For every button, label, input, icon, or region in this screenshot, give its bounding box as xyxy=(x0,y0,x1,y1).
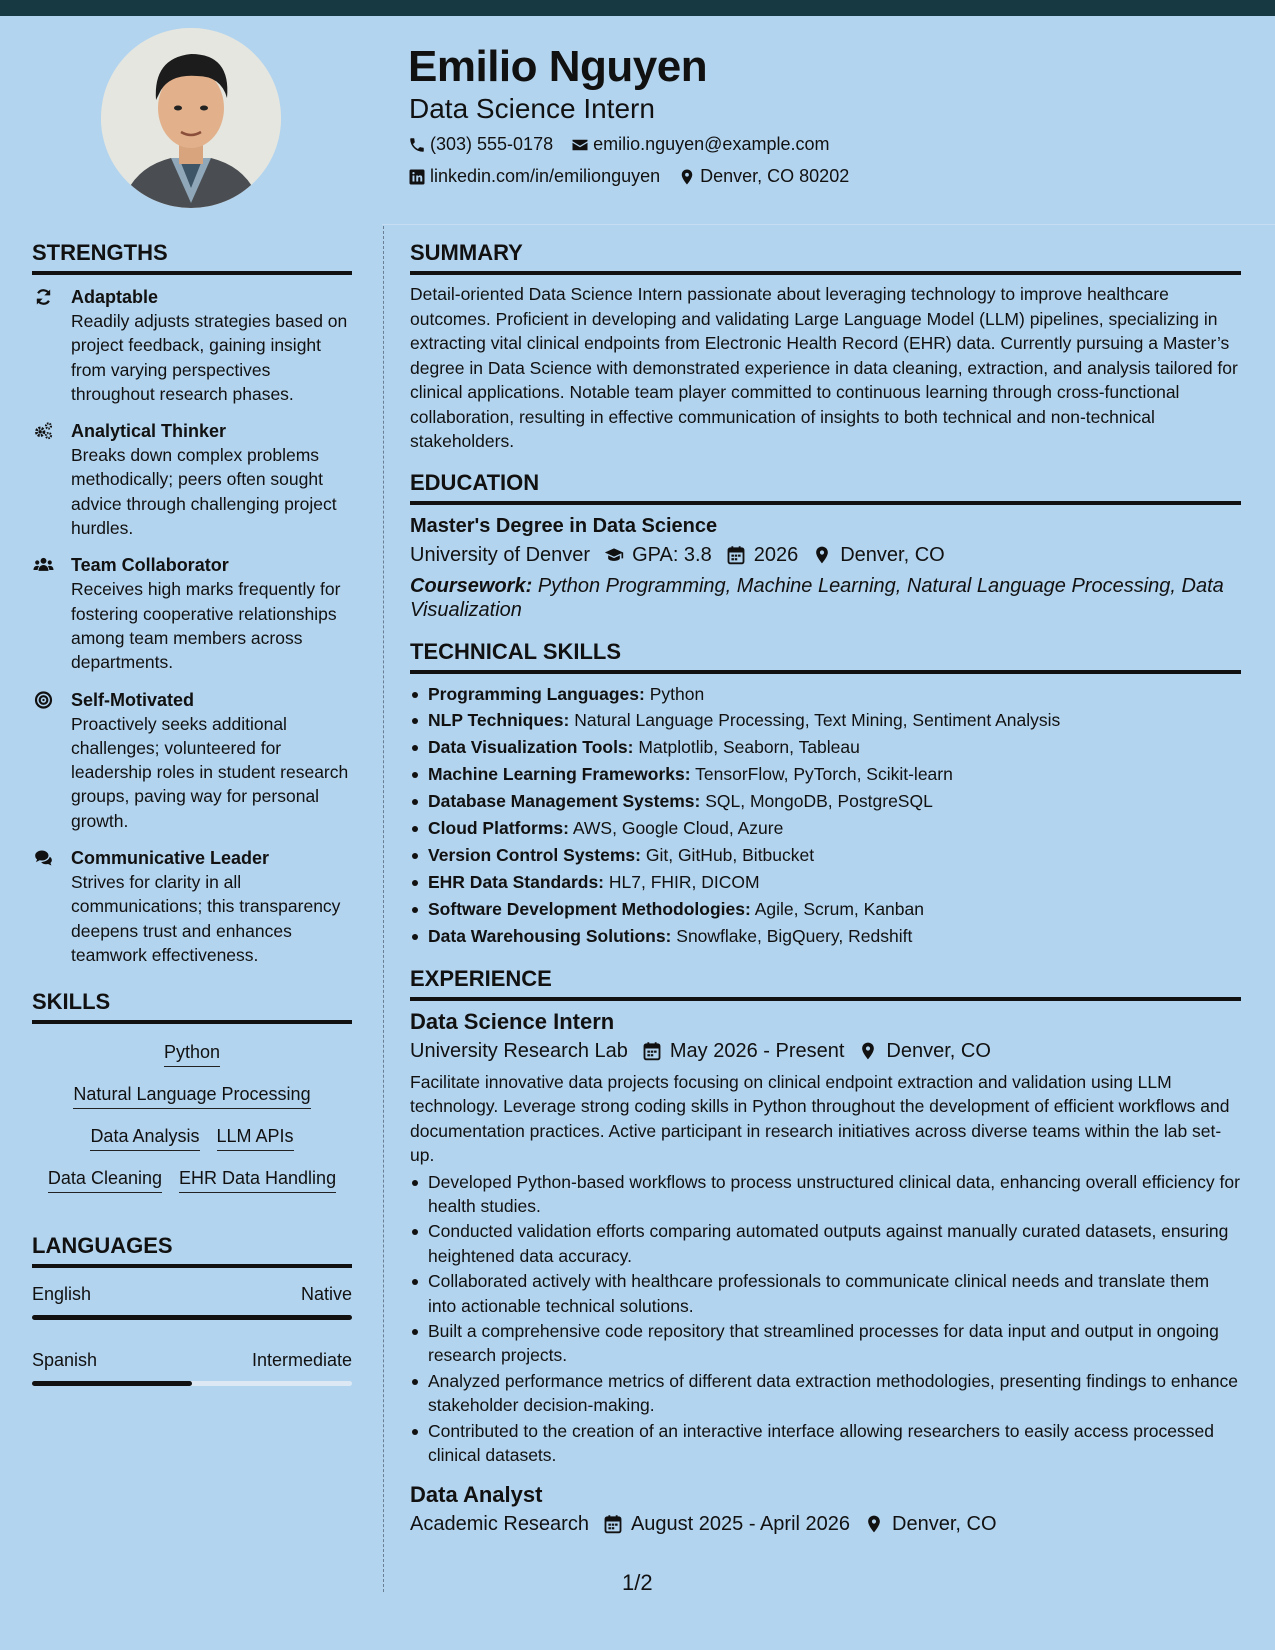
avatar-portrait xyxy=(101,28,281,208)
skill-values: TensorFlow, PyTorch, Scikit-learn xyxy=(695,764,953,785)
summary-section xyxy=(410,240,1241,454)
skill-tag: Data Cleaning xyxy=(48,1166,162,1193)
school-name: University of Denver xyxy=(410,543,591,566)
location-text: Denver, CO 80202 xyxy=(700,166,850,186)
languages-heading: LANGUAGES xyxy=(32,1233,352,1268)
skill-category: Software Development Methodologies: xyxy=(428,898,751,919)
skill-category: Data Warehousing Solutions: xyxy=(428,925,672,946)
strength-title: Self-Motivated xyxy=(71,689,195,710)
strengths-heading: STRENGTHS xyxy=(32,240,352,275)
list-item: Conducted validation efforts comparing automated outputs against manually curated datasets, ensuring heightened data accuracy. xyxy=(410,1219,1241,1268)
job-title: Data Science Intern xyxy=(410,1008,615,1034)
phone-icon xyxy=(408,136,426,154)
skill-values: HL7, FHIR, DICOM xyxy=(608,871,760,892)
phone-text: (303) 555-0178 xyxy=(430,134,554,154)
skill-tag: Python xyxy=(164,1040,220,1067)
strength-desc: Proactively seeks additional challenges; volunteered for leadership roles in student research groups, paving way for personal growth. xyxy=(71,713,349,831)
strength-title: Team Collaborator xyxy=(71,555,229,576)
list-item xyxy=(410,869,1241,896)
graduation-year xyxy=(726,540,799,570)
list-item: Contributed to the creation of an interactive interface allowing researchers to easily access processed clinical datasets. xyxy=(410,1419,1241,1468)
job-org: University Research Lab xyxy=(410,1039,628,1062)
strength-title: Analytical Thinker xyxy=(71,421,227,442)
degree-title: Master's Degree in Data Science xyxy=(410,514,718,537)
language-level: Intermediate xyxy=(251,1350,352,1371)
location-text: Denver, CO xyxy=(886,1039,991,1062)
users-icon xyxy=(32,555,55,575)
skill-values: Snowflake, BigQuery, Redshift xyxy=(676,925,913,946)
skill-values: SQL, MongoDB, PostgreSQL xyxy=(705,791,933,812)
education-location xyxy=(812,540,944,570)
strength-item xyxy=(32,285,352,406)
language-name: Spanish xyxy=(32,1350,98,1371)
list-item xyxy=(410,842,1241,869)
gpa-text: GPA: 3.8 xyxy=(632,543,712,566)
candidate-title: Data Science Intern xyxy=(409,93,655,124)
language-proficiency-fill xyxy=(32,1315,352,1320)
education-meta xyxy=(410,540,1241,570)
email-text: emilio.nguyen@example.com xyxy=(593,134,830,154)
skill-tag: Natural Language Processing xyxy=(73,1082,310,1109)
experience-section xyxy=(410,966,1241,1540)
page-number: 1/2 xyxy=(622,1570,653,1595)
summary-heading: SUMMARY xyxy=(410,240,1241,275)
phone-contact[interactable] xyxy=(408,134,553,155)
location-contact xyxy=(678,166,849,187)
job-meta xyxy=(410,1036,1241,1066)
language-proficiency-bar xyxy=(32,1381,352,1386)
envelope-icon xyxy=(571,136,589,154)
language-proficiency-fill xyxy=(32,1381,192,1386)
target-icon xyxy=(32,690,55,710)
year-text: 2026 xyxy=(753,543,799,566)
gears-icon xyxy=(32,421,55,441)
list-item xyxy=(410,923,1241,950)
skills-heading: SKILLS xyxy=(32,989,352,1024)
list-item xyxy=(410,815,1241,842)
email-contact[interactable] xyxy=(571,134,829,155)
map-pin-icon xyxy=(678,168,696,186)
list-item xyxy=(410,734,1241,761)
location-text: Denver, CO xyxy=(840,543,945,566)
experience-heading: EXPERIENCE xyxy=(410,966,1241,1001)
right-column xyxy=(410,240,1241,1555)
list-item xyxy=(410,896,1241,923)
dates-text: August 2025 - April 2026 xyxy=(630,1513,851,1536)
skill-values: AWS, Google Cloud, Azure xyxy=(572,818,784,839)
technical-skills-list xyxy=(410,681,1241,950)
profile-photo xyxy=(101,28,281,208)
list-item xyxy=(410,761,1241,788)
strength-item xyxy=(32,688,352,833)
skill-values: Natural Language Processing, Text Mining, Sentiment Analysis xyxy=(574,710,1061,731)
comments-icon xyxy=(32,848,55,868)
left-column xyxy=(32,240,352,1386)
skill-category: EHR Data Standards: xyxy=(428,871,605,892)
skill-values: Git, GitHub, Bitbucket xyxy=(645,844,815,865)
linkedin-text: linkedin.com/in/emilionguyen xyxy=(430,166,661,186)
linkedin-contact[interactable] xyxy=(408,166,660,187)
contact-row-1 xyxy=(408,134,847,155)
skill-category: NLP Techniques: xyxy=(428,710,570,731)
job-bullets xyxy=(410,1170,1241,1468)
job-org: Academic Research xyxy=(410,1513,589,1536)
top-accent-bar xyxy=(0,0,1275,16)
job-location xyxy=(864,1509,996,1539)
skill-values: Matplotlib, Seaborn, Tableau xyxy=(638,737,860,758)
calendar-icon xyxy=(726,545,746,565)
language-proficiency-bar xyxy=(32,1315,352,1320)
contact-row-2 xyxy=(408,166,867,187)
map-pin-icon xyxy=(858,1041,878,1061)
skill-tag: Data Analysis xyxy=(90,1124,199,1151)
skills-cloud xyxy=(32,1034,352,1193)
language-item xyxy=(32,1348,352,1386)
gpa xyxy=(604,540,712,570)
skill-category: Data Visualization Tools: xyxy=(428,737,634,758)
strength-item xyxy=(32,419,352,540)
list-item xyxy=(410,707,1241,734)
location-text: Denver, CO xyxy=(892,1513,997,1536)
skill-values: Python xyxy=(649,683,705,704)
job-meta xyxy=(410,1509,1241,1539)
column-divider xyxy=(383,226,384,1592)
candidate-name: Emilio Nguyen xyxy=(408,42,708,91)
skill-category: Database Management Systems: xyxy=(428,791,701,812)
calendar-icon xyxy=(603,1514,623,1534)
skill-values: Agile, Scrum, Kanban xyxy=(754,898,924,919)
coursework-list: Python Programming, Machine Learning, Natural Language Processing, Data Visualization xyxy=(410,574,1224,621)
linkedin-icon xyxy=(408,168,426,186)
language-level: Native xyxy=(300,1284,352,1305)
map-pin-icon xyxy=(812,545,832,565)
skill-category: Machine Learning Frameworks: xyxy=(428,764,691,785)
technical-skills-section xyxy=(410,639,1241,950)
sync-icon xyxy=(32,287,55,307)
header-divider xyxy=(382,224,1275,225)
education-section xyxy=(410,470,1241,623)
summary-text: Detail-oriented Data Science Intern passionate about leveraging technology to improve healthcare outcomes. Proficient in developing and validating Large Language Model (LLM) pipelines, specializing in extracting vital clinical endpoints from Electronic Health Record (EHR) data. Currently pursuing a Master’s degree in Data Science with demonstrated experience in data cleaning, extraction, and analysis tailored for clinical applications. Notable team player committed to continuous learning through cross-functional collaboration, resulting in effective communication of insights to both technical and non-technical stakeholders. xyxy=(410,284,1238,451)
job-dates xyxy=(603,1509,850,1539)
coursework xyxy=(410,574,1241,623)
list-item xyxy=(410,681,1241,708)
dates-text: May 2026 - Present xyxy=(669,1039,845,1062)
strength-item xyxy=(32,553,352,674)
list-item: Analyzed performance metrics of different data extraction methodologies, presenting findings to enhance stakeholder decision-making. xyxy=(410,1369,1241,1418)
language-item xyxy=(32,1282,352,1320)
strength-desc: Receives high marks frequently for fostering cooperative relationships among team members across departments. xyxy=(71,579,341,673)
language-name: English xyxy=(32,1284,92,1305)
job-location xyxy=(858,1036,990,1066)
coursework-label: Coursework: xyxy=(410,574,533,597)
list-item: Collaborated actively with healthcare professionals to communicate clinical needs and translate them into actionable technical solutions. xyxy=(410,1269,1241,1318)
list-item xyxy=(410,788,1241,815)
skill-tag: EHR Data Handling xyxy=(179,1166,336,1193)
technical-skills-heading: TECHNICAL SKILLS xyxy=(410,639,1241,674)
strength-item xyxy=(32,846,352,967)
skill-tag: LLM APIs xyxy=(217,1124,294,1151)
map-pin-icon xyxy=(864,1514,884,1534)
skill-category: Programming Languages: xyxy=(428,683,645,704)
strength-title: Adaptable xyxy=(71,287,159,307)
list-item: Developed Python-based workflows to process unstructured clinical data, enhancing overall efficiency for health studies. xyxy=(410,1170,1241,1219)
education-heading: EDUCATION xyxy=(410,470,1241,505)
strength-desc: Strives for clarity in all communications; this transparency deepens trust and enhances teamwork effectiveness. xyxy=(71,872,341,965)
strength-desc: Breaks down complex problems methodically; peers often sought advice through challenging project hurdles. xyxy=(71,445,337,539)
skill-category: Version Control Systems: xyxy=(428,844,641,865)
strength-desc: Readily adjusts strategies based on project feedback, gaining insight from varying perspectives throughout research phases. xyxy=(71,311,348,404)
job-dates xyxy=(642,1036,845,1066)
list-item: Built a comprehensive code repository that streamlined processes for data input and output in ongoing research projects. xyxy=(410,1319,1241,1368)
graduation-cap-icon xyxy=(604,545,624,565)
job-description: Facilitate innovative data projects focusing on clinical endpoint extraction and validation using LLM technology. Leverage strong coding skills in Python throughout the development of efficient workflows and documentation practices. Active participant in research initiatives across diverse teams within the lab set-up. xyxy=(410,1071,1230,1166)
strength-title: Communicative Leader xyxy=(71,848,270,869)
skill-category: Cloud Platforms: xyxy=(428,818,569,839)
job-title: Data Analyst xyxy=(410,1482,543,1508)
calendar-icon xyxy=(642,1041,662,1061)
